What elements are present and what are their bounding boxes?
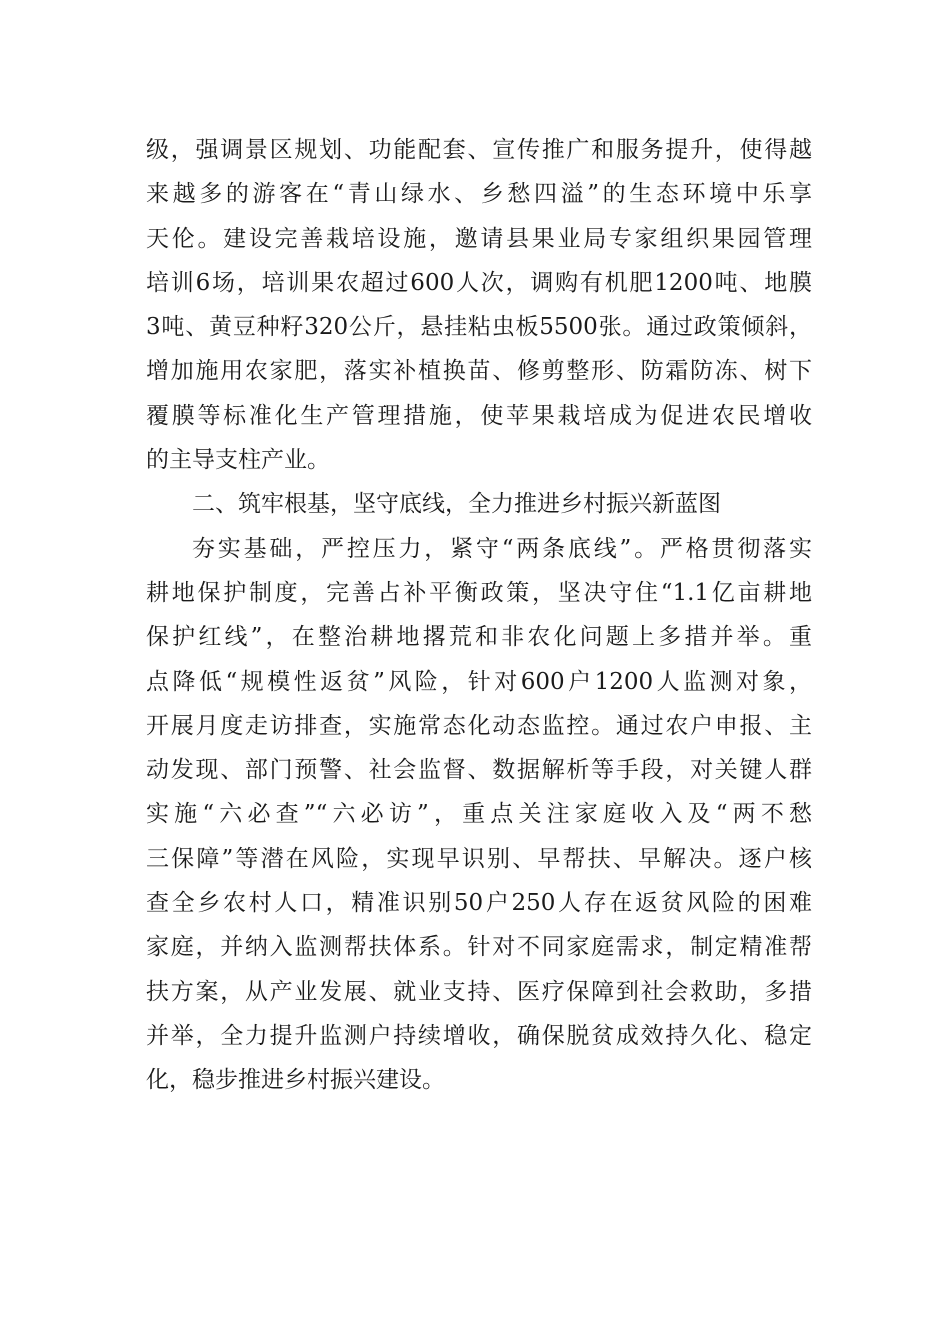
paragraph-line: 天伦。建设完善栽培设施，邀请县果业局专家组织果园管理 [146,225,812,252]
paragraph-line: 的主导支柱产业。 [146,447,330,474]
paragraph-line: 来越多的游客在“青山绿水、乡愁四溢”的生态环境中乐享 [146,181,812,208]
paragraph-line: 并举，全力提升监测户持续增收，确保脱贫成效持久化、稳定 [146,1022,812,1049]
paragraph-line: 覆膜等标准化生产管理措施，使苹果栽培成为促进农民增收 [146,402,812,429]
paragraph-line: 培训6场，培训果农超过600人次，调购有机肥1200吨、地膜 [146,269,812,296]
paragraph-line: 保护红线”，在整治耕地撂荒和非农化问题上多措并举。重 [146,624,812,651]
paragraph-line: 夯实基础，严控压力，紧守“两条底线”。严格贯彻落实 [192,535,812,562]
paragraph-line: 家庭，并纳入监测帮扶体系。针对不同家庭需求，制定精准帮 [146,934,812,961]
section-heading: 二、筑牢根基，坚守底线，全力推进乡村振兴新蓝图 [192,491,721,518]
paragraph-line: 级，强调景区规划、功能配套、宣传推广和服务提升，使得越 [146,137,812,163]
paragraph-line: 点降低“规模性返贫”风险，针对600户1200人监测对象， [146,668,812,695]
document-body [146,128,812,1103]
paragraph-line: 开展月度走访排查，实施常态化动态监控。通过农户申报、主 [146,712,812,739]
paragraph-line: 三保障”等潜在风险，实现早识别、早帮扶、早解决。逐户核 [146,845,812,872]
paragraph-line: 查全乡农村人口，精准识别50户250人存在返贫风险的困难 [146,890,812,917]
paragraph-line: 增加施用农家肥，落实补植换苗、修剪整形、防霜防冻、树下 [146,358,812,385]
paragraph-line: 化，稳步推进乡村振兴建设。 [146,1067,445,1094]
paragraph-line: 实施“六必查”“六必访”，重点关注家庭收入及“两不愁 [146,801,812,828]
paragraph-line: 3吨、黄豆种籽320公斤，悬挂粘虫板5500张。通过政策倾斜， [146,314,812,341]
paragraph-line: 耕地保护制度，完善占补平衡政策，坚决守住“1.1亿亩耕地 [146,579,812,606]
paragraph-line: 动发现、部门预警、社会监督、数据解析等手段，对关键人群 [146,757,812,784]
paragraph-line: 扶方案，从产业发展、就业支持、医疗保障到社会救助，多措 [146,978,812,1005]
